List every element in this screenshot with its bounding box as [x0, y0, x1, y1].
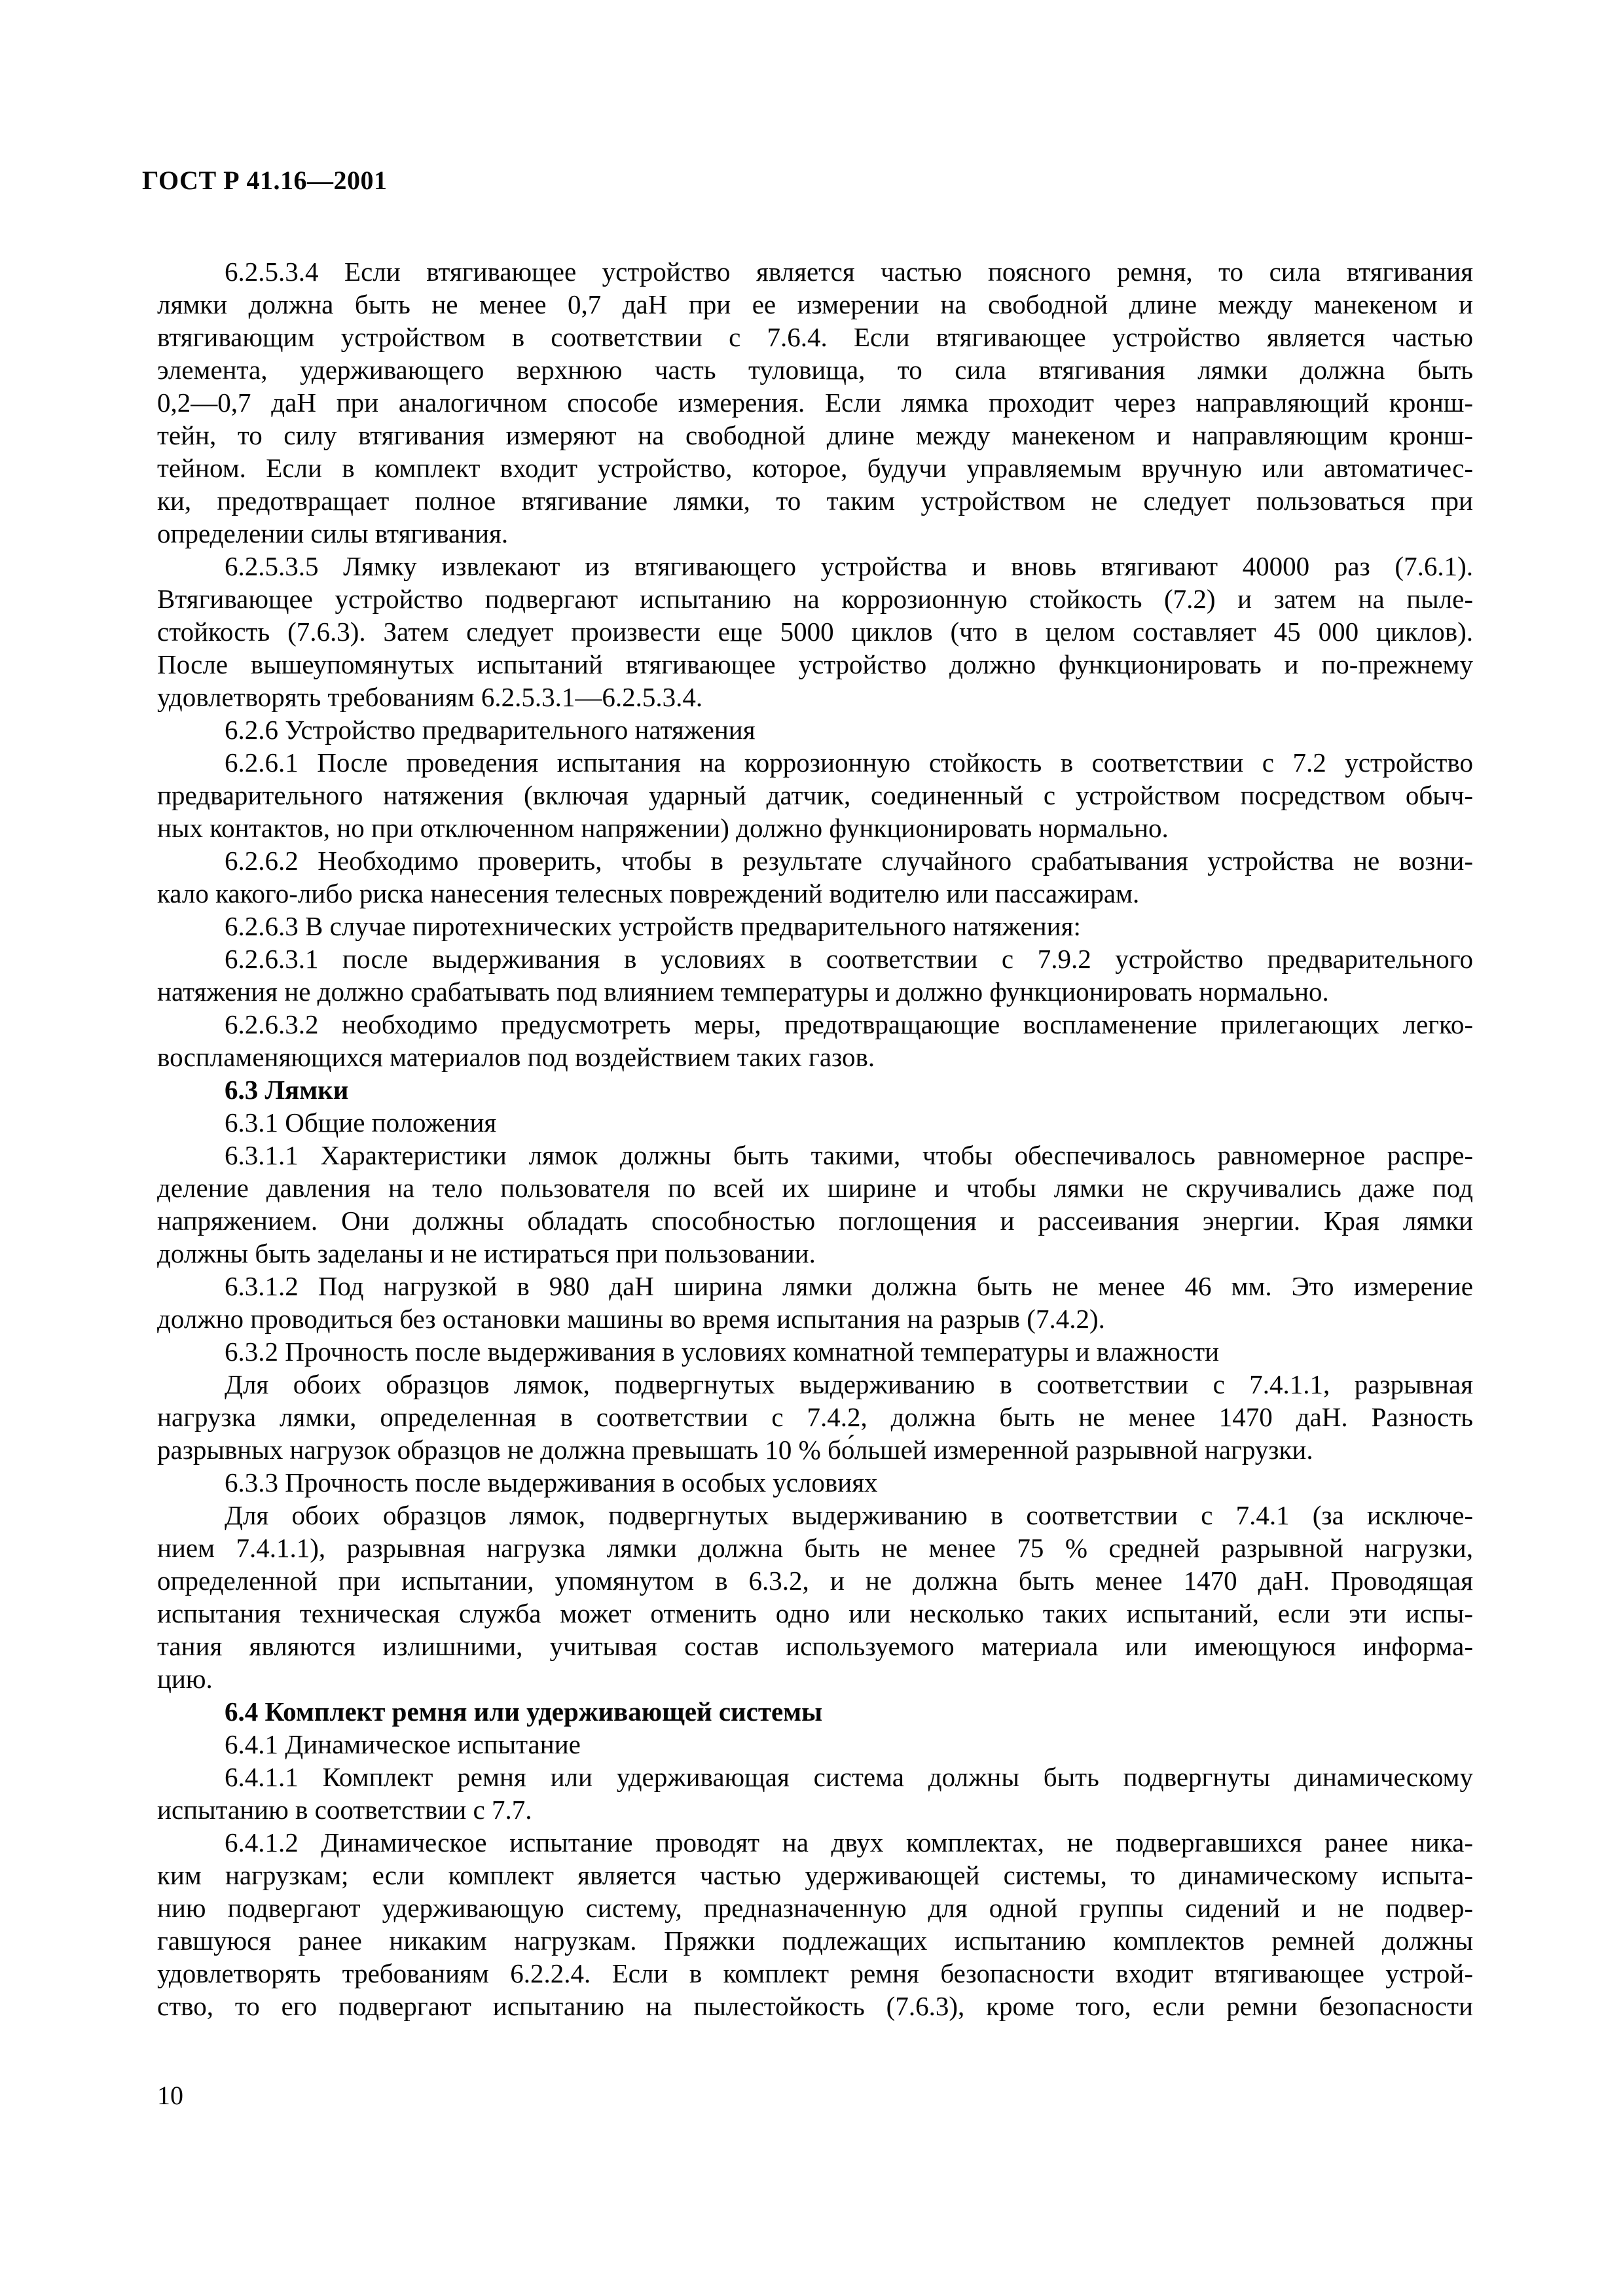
text-line: 6.4 Комплект ремня или удерживающей системы	[225, 1696, 823, 1727]
text-line: тания являются излишними, учитывая состав используемого материала или имеющуюся информа-	[157, 1631, 1473, 1661]
text-line: нагрузка лямки, определенная в соответствии с 7.4.2, должна быть не менее 1470 даН. Разность	[157, 1402, 1473, 1432]
text-line: 6.3.3 Прочность после выдерживания в особых условиях	[225, 1467, 878, 1498]
document-header-title: ГОСТ Р 41.16—2001	[142, 166, 388, 195]
text-line: 6.4.1.2 Динамическое испытание проводят на двух комплектах, не подвергавшихся ранее ника-	[225, 1827, 1473, 1857]
text-line: напряжением. Они должны обладать способностью поглощения и рассеивания энергии. Края лямки	[157, 1206, 1473, 1236]
text-line: 6.2.5.3.5 Лямку извлекают из втягивающего устройства и вновь втягивают 40000 раз (7.6.1).	[225, 551, 1473, 581]
text-line: ки, предотвращает полное втягивание лямки, то таким устройством не следует пользоваться при	[157, 486, 1473, 516]
text-line: определенной при испытании, упомянутом в 6.3.2, и не должна быть менее 1470 даН. Проводящая	[157, 1566, 1473, 1596]
text-line: 6.2.6.3 В случае пиротехнических устройств предварительного натяжения:	[225, 911, 1081, 941]
text-line: испытанию в соответствии с 7.7.	[157, 1795, 532, 1825]
text-line: 6.3.1 Общие положения	[225, 1107, 497, 1138]
text-line: воспламеняющихся материалов под воздействием таких газов.	[157, 1042, 875, 1072]
text-line: 6.2.6.1 После проведения испытания на коррозионную стойкость в соответствии с 7.2 устройство	[225, 747, 1473, 778]
text-line: 6.3.1.2 Под нагрузкой в 980 даН ширина лямки должна быть не менее 46 мм. Это измерение	[225, 1271, 1473, 1301]
text-line: стойкость (7.6.3). Затем следует произвести еще 5000 циклов (что в целом составляет 45 000 циклов).	[157, 617, 1473, 647]
page-number: 10	[157, 2081, 183, 2110]
text-line: должно проводиться без остановки машины во время испытания на разрыв (7.4.2).	[157, 1304, 1105, 1334]
text-line: нием 7.4.1.1), разрывная нагрузка лямки должна быть не менее 75 % средней разрывной нагрузки,	[157, 1533, 1473, 1563]
text-line: разрывных нагрузок образцов не должна превышать 10 % бо́льшей измеренной разрывной нагрузки.	[157, 1435, 1313, 1465]
text-line: гавшуюся ранее никаким нагрузкам. Пряжки подлежащих испытанию комплектов ремней должны	[157, 1926, 1473, 1956]
text-line: тейном. Если в комплект входит устройство, которое, будучи управляемым вручную или автоматичес-	[157, 453, 1473, 483]
text-line: элемента, удерживающего верхнюю часть туловища, то сила втягивания лямки должна быть	[157, 355, 1473, 385]
text-line: 6.3.2 Прочность после выдерживания в условиях комнатной температуры и влажности	[225, 1336, 1220, 1367]
text-line: кало какого-либо риска нанесения телесных повреждений водителю или пассажирам.	[157, 878, 1140, 908]
text-line: 6.2.6.3.2 необходимо предусмотреть меры, предотвращающие воспламенение прилегающих легко-	[225, 1009, 1473, 1039]
text-line: тейн, то силу втягивания измеряют на свободной длине между манекеном и направляющим кронш-	[157, 420, 1473, 450]
text-line: Для обоих образцов лямок, подвергнутых выдерживанию в соответствии с 7.4.1.1, разрывная	[225, 1369, 1473, 1399]
text-line: лямки должна быть не менее 0,7 даН при ее измерении на свободной длине между манекеном и	[157, 289, 1473, 319]
text-line: удовлетворять требованиям 6.2.2.4. Если в комплект ремня безопасности входит втягивающее устрой-	[157, 1958, 1473, 1988]
text-line: цию.	[157, 1664, 213, 1694]
text-line: 6.2.6.3.1 после выдерживания в условиях в соответствии с 7.9.2 устройство предварительного	[225, 944, 1473, 974]
text-line: определении силы втягивания.	[157, 518, 509, 548]
text-line: 6.3 Лямки	[225, 1075, 349, 1105]
text-line: должны быть заделаны и не истираться при пользовании.	[157, 1238, 816, 1268]
text-line: Втягивающее устройство подвергают испытанию на коррозионную стойкость (7.2) и затем на пыле-	[157, 584, 1473, 614]
text-line: натяжения не должно срабатывать под влиянием температуры и должно функционировать нормально.	[157, 977, 1329, 1007]
text-line: удовлетворять требованиям 6.2.5.3.1—6.2.5.3.4.	[157, 682, 703, 712]
text-line: ных контактов, но при отключенном напряжении) должно функционировать нормально.	[157, 813, 1169, 843]
text-line: нию подвергают удерживающую систему, предназначенную для одной группы сидений и не подвер-	[157, 1893, 1473, 1923]
text-line: 6.4.1 Динамическое испытание	[225, 1729, 581, 1759]
document-body	[157, 255, 1473, 2022]
text-line: 6.2.5.3.4 Если втягивающее устройство является частью поясного ремня, то сила втягивания	[225, 257, 1473, 287]
text-line: 6.2.6 Устройство предварительного натяжения	[225, 715, 756, 745]
text-line: 6.4.1.1 Комплект ремня или удерживающая система должны быть подвергнуты динамическому	[225, 1762, 1473, 1792]
text-line: 6.2.6.2 Необходимо проверить, чтобы в результате случайного срабатывания устройства не возни-	[225, 846, 1473, 876]
text-line: испытания техническая служба может отменить одно или несколько таких испытаний, если эти испы-	[157, 1598, 1473, 1628]
text-line: После вышеупомянутых испытаний втягивающее устройство должно функционировать и по-прежнему	[157, 649, 1473, 679]
text-line: 0,2—0,7 даН при аналогичном способе измерения. Если лямка проходит через направляющий кронш-	[157, 387, 1473, 418]
text-line: деление давления на тело пользователя по всей их ширине и чтобы лямки не скручивались даже под	[157, 1173, 1473, 1203]
text-line: ство, то его подвергают испытанию на пылестойкость (7.6.3), кроме того, если ремни безопасности	[157, 1991, 1473, 2021]
text-line: предварительного натяжения (включая ударный датчик, соединенный с устройством посредством обыч-	[157, 780, 1473, 810]
text-line: Для обоих образцов лямок, подвергнутых выдерживанию в соответствии с 7.4.1 (за исключе-	[225, 1500, 1473, 1530]
text-line: 6.3.1.1 Характеристики лямок должны быть такими, чтобы обеспечивалось равномерное распре-	[225, 1140, 1473, 1170]
text-line: втягивающим устройством в соответствии с 7.6.4. Если втягивающее устройство является частью	[157, 322, 1473, 352]
text-line: ким нагрузкам; если комплект является частью удерживающей системы, то динамическому испыта-	[157, 1860, 1473, 1890]
